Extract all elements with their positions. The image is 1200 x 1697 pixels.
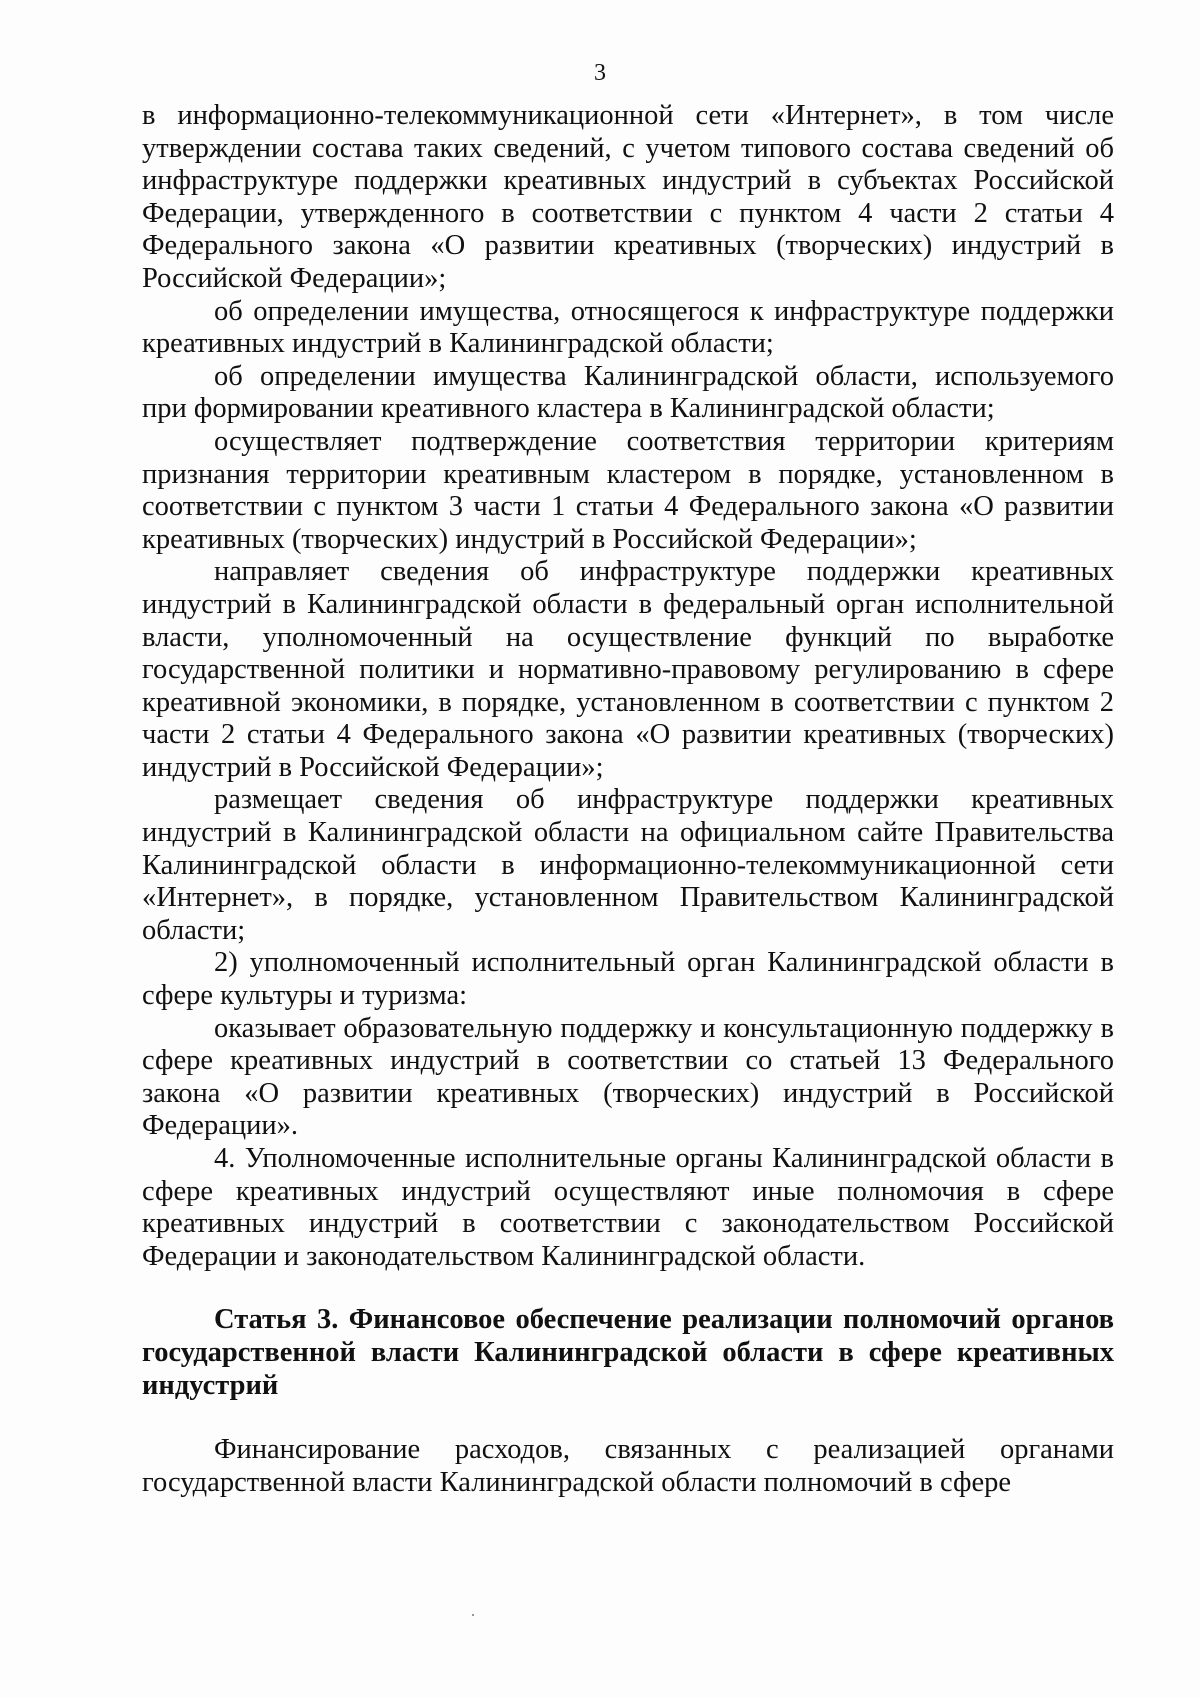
paragraph-continuation: в информационно-телекоммуникационной сети «Интернет», в том числе утверждении состава таких сведений, с учетом типового состава сведений об инфраструктуре поддержки креативных индустрий в субъектах Российской Федерации, утвержденного в соответствии с пунктом 4 части 2 статьи 4 Федерального закона «О развитии креативных (творческих) индустрий в Российской Федерации»;: [142, 100, 1114, 294]
scan-artifact-dot: [472, 1614, 474, 1616]
paragraph-cluster-confirmation: осуществляет подтверждение соответствия территории критериям признания территории креативным кластером в порядке, установленном в соответствии с пунктом 3 части 1 статьи 4 Федерального закона «О развитии креативных (творческих) индустрий в Российской Федерации»;: [142, 425, 1114, 555]
document-body: [142, 100, 1114, 1499]
article-3-heading: Статья 3. Финансовое обеспечение реализации полномочий органов государственной власти Калининградской области в сфере креативных индустрий: [142, 1304, 1114, 1401]
paragraph-education-support: оказывает образовательную поддержку и консультационную поддержку в сфере креативных индустрий в соответствии со статьей 13 Федерального закона «О развитии креативных (творческих) индустрий в Российской Федерации».: [142, 1012, 1114, 1142]
paragraph-property-infrastructure: об определении имущества, относящегося к инфраструктуре поддержки креативных индустрий в Калининградской области;: [142, 295, 1114, 360]
paragraph-financing: Финансирование расходов, связанных с реализацией органами государственной власти Калининградской области полномочий в сфере: [142, 1434, 1114, 1498]
paragraph-property-cluster: об определении имущества Калининградской области, используемого при формировании креативного кластера в Калининградской области;: [142, 360, 1114, 425]
paragraph-publish-information: размещает сведения об инфраструктуре поддержки креативных индустрий в Калининградской области на официальном сайте Правительства Калининградской области в информационно-телекоммуникационной сети «Интернет», в порядке, установленном Правительством Калининградской области;: [142, 784, 1114, 946]
heading-spacer: [142, 1402, 1114, 1434]
paragraph-item-2: 2) уполномоченный исполнительный орган Калининградской области в сфере культуры и туризма:: [142, 947, 1114, 1012]
paragraph-item-4: 4. Уполномоченные исполнительные органы Калининградской области в сфере креативных индустрий осуществляют иные полномочия в сфере креативных индустрий в соответствии с законодательством Российской Федерации и законодательством Калининградской области.: [142, 1143, 1114, 1272]
page-number: 3: [594, 60, 606, 86]
paragraph-send-information: направляет сведения об инфраструктуре поддержки креативных индустрий в Калининградской области в федеральный орган исполнительной власти, уполномоченный на осуществление функций по выработке государственной политики и нормативно-правовому регулированию в сфере креативной экономики, в порядке, установленном в соответствии с пунктом 2 части 2 статьи 4 Федерального закона «О развитии креативных (творческих) индустрий в Российской Федерации»;: [142, 556, 1114, 783]
